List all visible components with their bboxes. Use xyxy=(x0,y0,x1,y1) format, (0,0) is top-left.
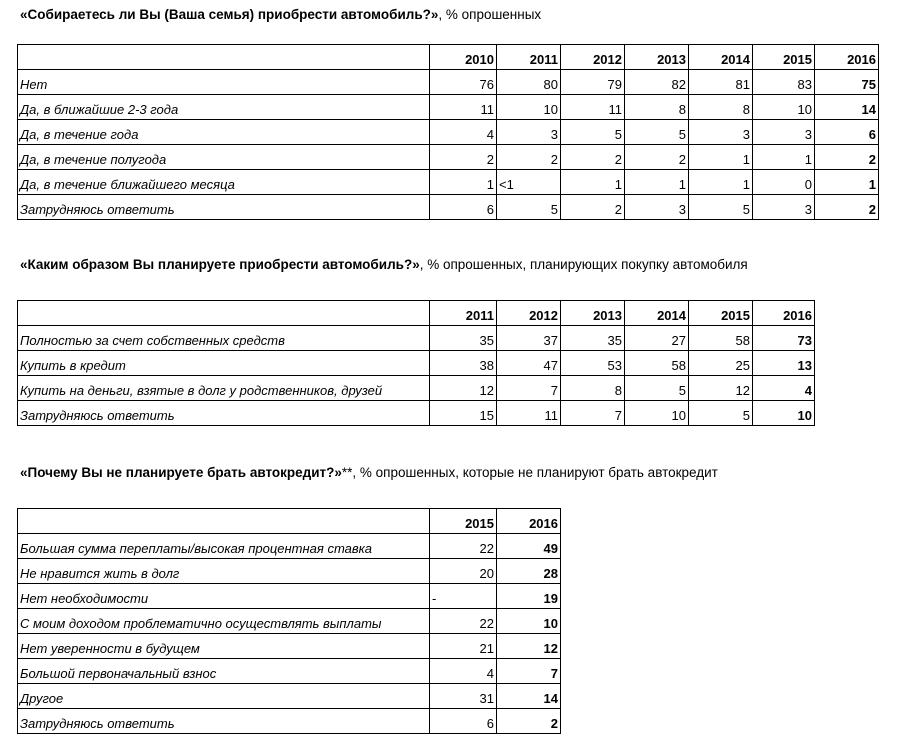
table-header-row xyxy=(18,45,879,70)
cell-value: 2 xyxy=(497,145,561,170)
cell-value-2016: 19 xyxy=(497,584,561,609)
cell-value: 27 xyxy=(625,326,689,351)
cell-value: 31 xyxy=(430,684,497,709)
section2-subtitle: , % опрошенных, планирующих покупку автомобиля xyxy=(419,257,748,272)
cell-value: 79 xyxy=(561,70,625,95)
table-purchase-method xyxy=(17,300,815,426)
year-header: 2012 xyxy=(497,301,561,326)
row-label: Нет уверенности в будущем xyxy=(18,634,430,659)
cell-value: 5 xyxy=(625,120,689,145)
year-header: 2011 xyxy=(497,45,561,70)
cell-value: 3 xyxy=(753,120,815,145)
cell-value-2016: 14 xyxy=(815,95,879,120)
cell-value: 22 xyxy=(430,534,497,559)
cell-value: 11 xyxy=(561,95,625,120)
cell-value-2016: 10 xyxy=(753,401,815,426)
table-row xyxy=(18,584,561,609)
cell-value-2016: 14 xyxy=(497,684,561,709)
year-header: 2013 xyxy=(625,45,689,70)
cell-value: 3 xyxy=(689,120,753,145)
cell-value-2016: 12 xyxy=(497,634,561,659)
table-row xyxy=(18,609,561,634)
cell-value: 37 xyxy=(497,326,561,351)
cell-value: 1 xyxy=(753,145,815,170)
cell-value: 22 xyxy=(430,609,497,634)
header-blank xyxy=(18,301,430,326)
row-label: Затрудняюсь ответить xyxy=(18,195,430,220)
cell-value-2016: 10 xyxy=(497,609,561,634)
table-row xyxy=(18,95,879,120)
table-row xyxy=(18,195,879,220)
cell-value: - xyxy=(430,584,497,609)
cell-value: 58 xyxy=(689,326,753,351)
cell-value: 2 xyxy=(561,145,625,170)
cell-value-2016: 6 xyxy=(815,120,879,145)
cell-value-2016: 49 xyxy=(497,534,561,559)
cell-value: 7 xyxy=(497,376,561,401)
cell-value: 7 xyxy=(561,401,625,426)
table-header-row xyxy=(18,301,815,326)
row-label: С моим доходом проблематично осуществлять выплаты xyxy=(18,609,430,634)
cell-value: 11 xyxy=(497,401,561,426)
cell-value: 82 xyxy=(625,70,689,95)
header-blank xyxy=(18,509,430,534)
cell-value: 8 xyxy=(625,95,689,120)
cell-value: 5 xyxy=(625,376,689,401)
section1-heading xyxy=(20,7,541,23)
cell-value: <1 xyxy=(497,170,561,195)
table-row xyxy=(18,376,815,401)
cell-value-2016: 75 xyxy=(815,70,879,95)
year-header: 2014 xyxy=(625,301,689,326)
row-label: Купить в кредит xyxy=(18,351,430,376)
cell-value: 8 xyxy=(561,376,625,401)
year-header: 2016 xyxy=(815,45,879,70)
cell-value: 5 xyxy=(561,120,625,145)
cell-value-2016: 73 xyxy=(753,326,815,351)
section2-title: «Каким образом Вы планируете приобрести автомобиль?» xyxy=(20,257,420,272)
year-header: 2015 xyxy=(753,45,815,70)
section1-title: «Собираетесь ли Вы (Ваша семья) приобрести автомобиль?» xyxy=(20,7,439,22)
table-car-purchase-intent xyxy=(17,44,879,220)
cell-value: 1 xyxy=(561,170,625,195)
cell-value: 11 xyxy=(430,95,497,120)
row-label: Да, в течение года xyxy=(18,120,430,145)
cell-value: 5 xyxy=(689,195,753,220)
cell-value: 2 xyxy=(561,195,625,220)
cell-value-2016: 7 xyxy=(497,659,561,684)
cell-value-2016: 2 xyxy=(497,709,561,734)
cell-value: 12 xyxy=(689,376,753,401)
row-label: Большая сумма переплаты/высокая процентная ставка xyxy=(18,534,430,559)
row-label: Нет xyxy=(18,70,430,95)
row-label: Затрудняюсь ответить xyxy=(18,709,430,734)
table-row xyxy=(18,401,815,426)
cell-value: 25 xyxy=(689,351,753,376)
cell-value: 47 xyxy=(497,351,561,376)
cell-value: 6 xyxy=(430,709,497,734)
header-blank xyxy=(18,45,430,70)
year-header: 2013 xyxy=(561,301,625,326)
row-label: Затрудняюсь ответить xyxy=(18,401,430,426)
cell-value: 5 xyxy=(689,401,753,426)
cell-value: 1 xyxy=(689,170,753,195)
cell-value-2016: 28 xyxy=(497,559,561,584)
cell-value-2016: 4 xyxy=(753,376,815,401)
table-row xyxy=(18,120,879,145)
cell-value: 81 xyxy=(689,70,753,95)
cell-value-2016: 1 xyxy=(815,170,879,195)
cell-value: 4 xyxy=(430,659,497,684)
section3-title: «Почему Вы не планируете брать автокредит?» xyxy=(20,465,342,480)
section1-subtitle: , % опрошенных xyxy=(438,7,542,22)
year-header: 2015 xyxy=(430,509,497,534)
cell-value: 35 xyxy=(430,326,497,351)
year-header: 2015 xyxy=(689,301,753,326)
row-label: Другое xyxy=(18,684,430,709)
cell-value: 3 xyxy=(625,195,689,220)
cell-value: 1 xyxy=(689,145,753,170)
cell-value: 12 xyxy=(430,376,497,401)
cell-value-2016: 2 xyxy=(815,145,879,170)
year-header: 2012 xyxy=(561,45,625,70)
cell-value-2016: 2 xyxy=(815,195,879,220)
cell-value: 2 xyxy=(430,145,497,170)
table-row xyxy=(18,170,879,195)
cell-value: 10 xyxy=(497,95,561,120)
year-header: 2014 xyxy=(689,45,753,70)
row-label: Да, в ближайшие 2-3 года xyxy=(18,95,430,120)
table-row xyxy=(18,351,815,376)
cell-value: 80 xyxy=(497,70,561,95)
table-row xyxy=(18,559,561,584)
cell-value: 21 xyxy=(430,634,497,659)
table-row xyxy=(18,659,561,684)
table-row xyxy=(18,70,879,95)
section3-heading xyxy=(20,465,718,481)
row-label: Большой первоначальный взнос xyxy=(18,659,430,684)
table-row xyxy=(18,534,561,559)
table-row xyxy=(18,709,561,734)
cell-value: 83 xyxy=(753,70,815,95)
cell-value: 58 xyxy=(625,351,689,376)
cell-value: 76 xyxy=(430,70,497,95)
cell-value: 6 xyxy=(430,195,497,220)
section2-heading xyxy=(20,257,748,273)
cell-value: 0 xyxy=(753,170,815,195)
cell-value: 1 xyxy=(625,170,689,195)
cell-value: 53 xyxy=(561,351,625,376)
year-header: 2010 xyxy=(430,45,497,70)
cell-value: 4 xyxy=(430,120,497,145)
cell-value: 38 xyxy=(430,351,497,376)
table-no-car-loan-reasons xyxy=(17,508,561,734)
cell-value: 2 xyxy=(625,145,689,170)
table-row xyxy=(18,684,561,709)
row-label: Нет необходимости xyxy=(18,584,430,609)
cell-value: 8 xyxy=(689,95,753,120)
cell-value: 15 xyxy=(430,401,497,426)
cell-value: 1 xyxy=(430,170,497,195)
table-row xyxy=(18,634,561,659)
row-label: Полностью за счет собственных средств xyxy=(18,326,430,351)
cell-value-2016: 13 xyxy=(753,351,815,376)
cell-value: 35 xyxy=(561,326,625,351)
section3-subtitle: **, % опрошенных, которые не планируют брать автокредит xyxy=(341,465,718,480)
cell-value: 3 xyxy=(497,120,561,145)
row-label: Да, в течение полугода xyxy=(18,145,430,170)
row-label: Не нравится жить в долг xyxy=(18,559,430,584)
row-label: Купить на деньги, взятые в долг у родственников, друзей xyxy=(18,376,430,401)
table-row xyxy=(18,145,879,170)
year-header: 2011 xyxy=(430,301,497,326)
year-header: 2016 xyxy=(497,509,561,534)
year-header: 2016 xyxy=(753,301,815,326)
table-row xyxy=(18,326,815,351)
row-label: Да, в течение ближайшего месяца xyxy=(18,170,430,195)
cell-value: 10 xyxy=(753,95,815,120)
cell-value: 3 xyxy=(753,195,815,220)
cell-value: 5 xyxy=(497,195,561,220)
cell-value: 20 xyxy=(430,559,497,584)
table-header-row xyxy=(18,509,561,534)
cell-value: 10 xyxy=(625,401,689,426)
